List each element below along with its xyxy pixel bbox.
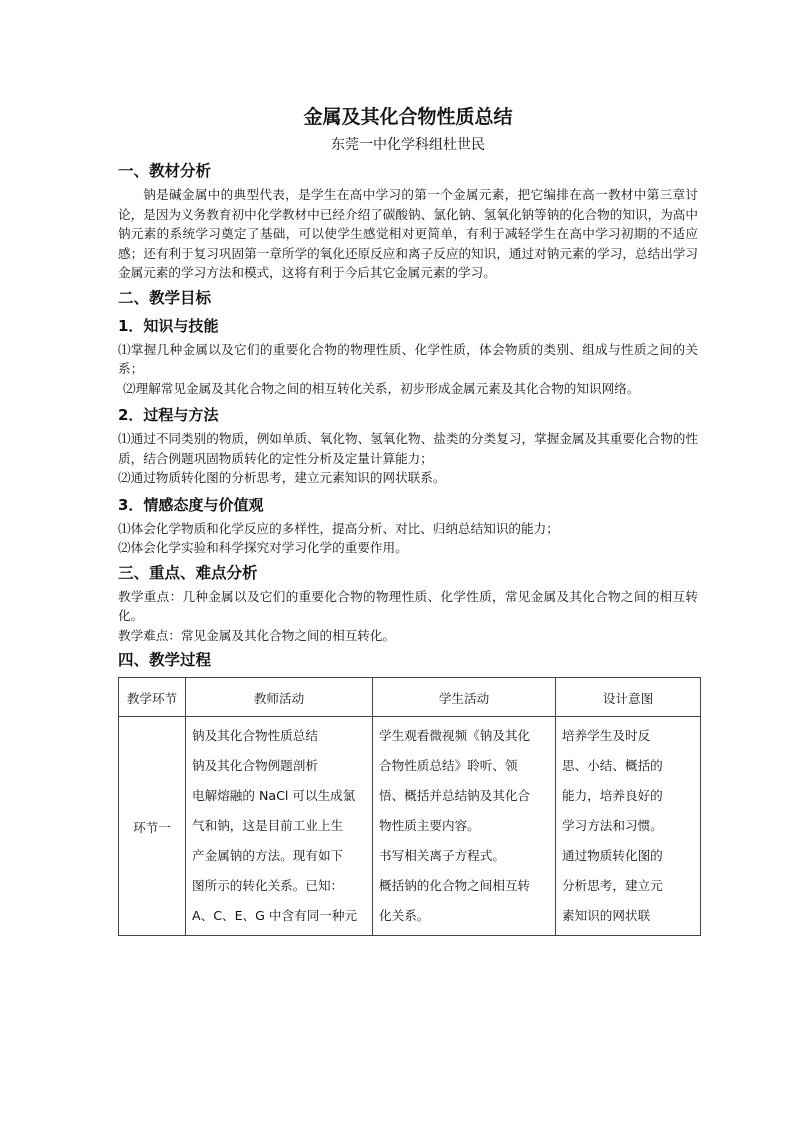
goal-item: ⑴掌握几种金属以及它们的重要化合物的物理性质、化学性质，体会物质的类别、组成与性质之间的关系；: [118, 341, 698, 376]
cell-line: 钠及其化合物例题剖析: [192, 758, 318, 773]
document-page: [118, 102, 698, 936]
cell-line: 气和钠，这是目前工业上生: [192, 818, 344, 833]
section-heading-goals: 二、教学目标: [118, 288, 212, 307]
header-stage: 教学环节: [119, 678, 186, 717]
cell-line: 钠及其化合物性质总结: [192, 728, 318, 743]
stage-cell: 环节一: [119, 717, 186, 936]
key-point-text: 教学重点：几种金属以及它们的重要化合物的物理性质、化学性质，常见金属及其化合物之间的相互转化。: [118, 588, 698, 623]
cell-line: 化关系。: [379, 908, 430, 923]
header-teacher-activity: 教师活动: [186, 678, 373, 717]
cell-line: 合物性质总结》聆听、领: [379, 758, 518, 773]
cell-line: 学生观看微视频《钠及其化: [379, 728, 531, 743]
header-design-intent: 设计意图: [556, 678, 701, 717]
table-header-row: [119, 678, 701, 717]
goal-item: ⑵通过物质转化图的分析思考，建立元素知识的网状联系。: [118, 470, 446, 485]
section-heading-key-difficult: 三、重点、难点分析: [118, 563, 258, 582]
author-line: 东莞一中化学科组杜世民: [331, 137, 485, 153]
cell-line: 能力，培养良好的: [562, 788, 663, 803]
header-student-activity: 学生活动: [373, 678, 556, 717]
teacher-activity-cell: [186, 717, 373, 936]
materials-paragraph: 钠是碱金属中的典型代表，是学生在高中学习的第一个金属元素，把它编排在高一教材中第三章讨论，是因为义务教育初中化学教材中已经介绍了碳酸钠、氯化钠、氢氧化钠等钠的化合物的知识，为高中钠元素的系统学习奠定了基础，可以使学生感觉相对更简单，有利于减轻学生在高中学习初期的不适应感；还有利于复习巩固第一章所学的氧化还原反应和离子反应的知识，通过对钠元素的学习，总结出学习金属元素的学习方法和模式，这将有利于今后其它金属元素的学习。: [118, 187, 698, 280]
cell-line: 培养学生及时反: [562, 728, 651, 743]
table-row: [119, 717, 701, 936]
cell-line: 悟、概括并总结钠及其化合: [379, 788, 531, 803]
cell-line: 概括钠的化合物之间相互转: [379, 878, 531, 893]
goal-item: ⑴通过不同类别的物质，例如单质、氧化物、氢氧化物、盐类的分类复习，掌握金属及其重要化合物的性质，结合例题巩固物质转化的定性分析及定量计算能力；: [118, 431, 698, 466]
cell-line: 图所示的转化关系。已知：: [192, 878, 344, 893]
goal-item: ⑵理解常见金属及其化合物之间的相互转化关系，初步形成金属元素及其化合物的知识网络。: [123, 380, 640, 396]
cell-line: 书写相关离子方程式。: [379, 848, 505, 863]
cell-line: 素知识的网状联: [562, 908, 651, 923]
cell-line: A、C、E、G 中含有同一种元: [192, 908, 358, 923]
subheading-knowledge-skills: 1．知识与技能: [118, 316, 219, 335]
goal-item: ⑵体会化学实验和科学探究对学习化学的重要作用。: [118, 540, 408, 555]
goal-item: ⑴体会化学物质和化学反应的多样性，提高分析、对比、归纳总结知识的能力；: [118, 520, 559, 536]
cell-line: 通过物质转化图的: [562, 848, 663, 863]
difficulty-text: 教学难点：常见金属及其化合物之间的相互转化。: [118, 627, 396, 643]
document-title: 金属及其化合物性质总结: [303, 106, 513, 128]
design-intent-cell: [556, 717, 701, 936]
cell-line: 产金属钠的方法。现有如下: [192, 848, 344, 863]
cell-line: 思、小结、概括的: [562, 758, 663, 773]
subheading-attitude-values: 3．情感态度与价值观: [118, 495, 264, 514]
teaching-process-table: [118, 677, 701, 936]
subheading-process-method: 2．过程与方法: [118, 406, 219, 424]
section-heading-process: 四、教学过程: [118, 651, 212, 669]
cell-line: 物性质主要内容。: [379, 818, 480, 833]
cell-line: 分析思考，建立元: [562, 878, 663, 893]
section-heading-materials: 一、教材分析: [118, 162, 212, 180]
student-activity-cell: [373, 717, 556, 936]
cell-line: 电解熔融的 NaCl 可以生成氯: [192, 788, 356, 803]
cell-line: 学习方法和习惯。: [562, 818, 663, 833]
